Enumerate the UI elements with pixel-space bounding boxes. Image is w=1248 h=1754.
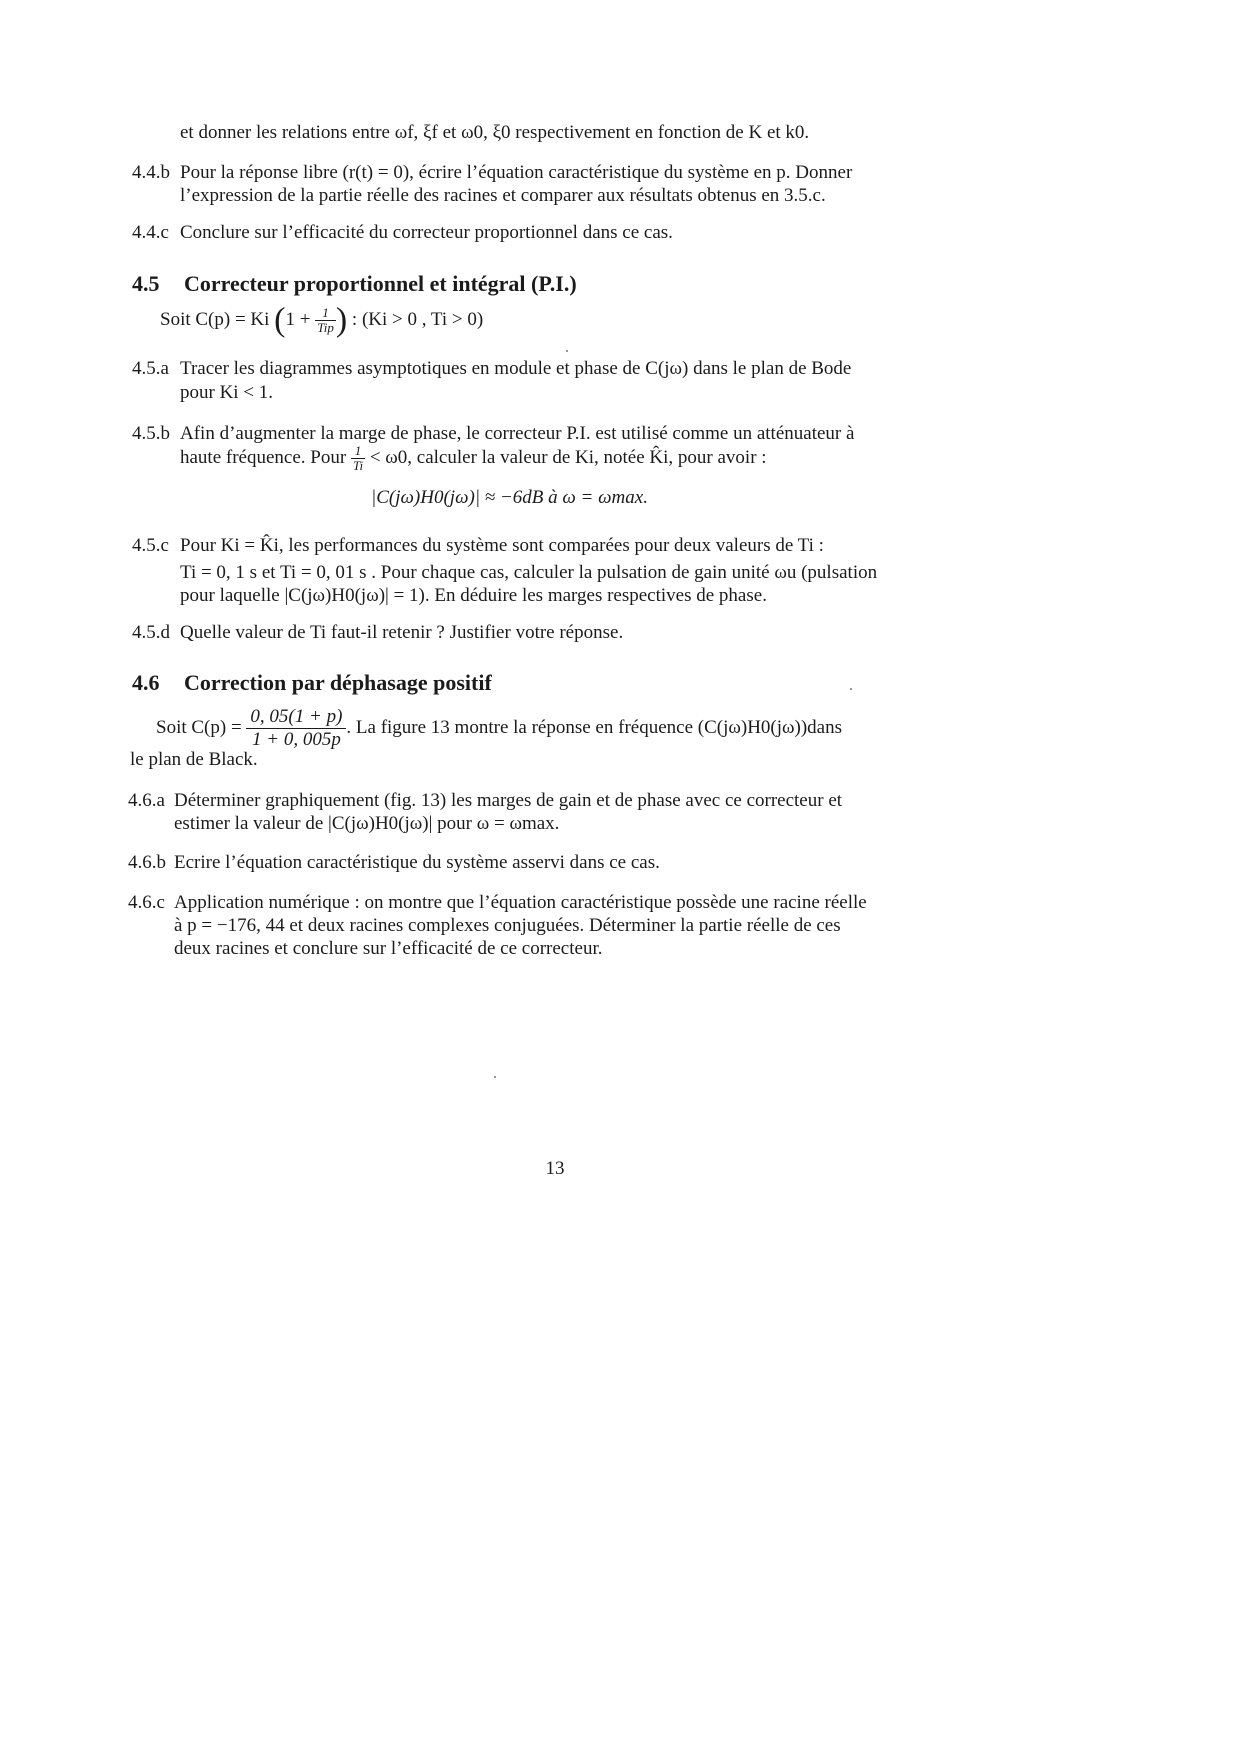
equation-text: : (Ki > 0 , Ti > 0) [351,308,484,330]
item-number-4-5-a: 4.5.a [132,358,169,379]
equation-gain-condition: |C(jω)H0(jω)| ≈ −6dB à ω = ωmax. [371,487,648,508]
text-line: Ti = 0, 1 s et Ti = 0, 01 s . Pour chaque cas, calculer la pulsation de gain unité ωu (pulsation [180,562,878,583]
equation-text: Soit C(p) = [156,716,242,738]
section-number: 4.5 [132,271,160,296]
text-line: Déterminer graphiquement (fig. 13) les marges de gain et de phase avec ce correcteur et [174,790,843,811]
page-number: 13 [545,1158,565,1179]
item-number-4-4-c: 4.4.c [132,222,169,243]
text-span: haute fréquence. Pour [180,446,347,468]
equation-text: 1 + [285,308,311,330]
fraction-numerator: 0, 05(1 + p) [246,706,346,729]
equation-pi-controller: Soit C(p) = Ki (1 + $\frac{1}{\text{Tip}}$ ) : (Ki > 0 , Ti > 0) [160,301,484,339]
fraction-denominator: 1 + 0, 005p [252,729,341,750]
text-line: Afin d’augmenter la marge de phase, le correcteur P.I. est utilisé comme un atténuateur à [180,423,855,444]
item-number-4-6-b: 4.6.b [128,852,166,873]
item-number-4-5-c: 4.5.c [132,535,169,556]
text-line: Tracer les diagrammes asymptotiques en module et phase de C(jω) dans le plan de Bode [180,358,852,379]
section-heading-4-5 [132,271,577,297]
text-line: estimer la valeur de |C(jω)H0(jω)| pour ω = ωmax. [174,813,560,834]
text-line: et donner les relations entre ωf, ξf et ω0, ξ0 respectivement en fonction de K et k0. [180,122,810,143]
text-line: pour laquelle |C(jω)H0(jω)| = 1). En déduire les marges respectives de phase. [180,585,767,606]
item-number-4-5-b: 4.5.b [132,423,170,444]
section-title: Correcteur proportionnel et intégral (P.I.) [184,271,577,296]
fraction [246,706,346,751]
text-line: deux racines et conclure sur l’efficacité de ce correcteur. [174,938,603,959]
scan-speck [566,350,568,352]
text-line: Quelle valeur de Ti faut-il retenir ? Justifier votre réponse. [180,622,624,643]
fraction-denominator: Ti [352,458,364,473]
fraction-numerator: 1 [351,444,365,459]
text-line: Pour la réponse libre (r(t) = 0), écrire l’équation caractéristique du système en p. Donner [180,162,853,183]
text-line: Ecrire l’équation caractéristique du système asservi dans ce cas. [174,852,660,873]
text-line: Application numérique : on montre que l’équation caractéristique possède une racine réelle [174,892,867,913]
item-number-4-4-b: 4.4.b [132,162,170,183]
text-line: l’expression de la partie réelle des racines et comparer aux résultats obtenus en 3.5.c. [180,185,826,206]
text-line: à p = −176, 44 et deux racines complexes conjuguées. Déterminer la partie réelle de ces [174,915,841,936]
fraction [351,444,365,473]
item-number-4-5-d: 4.5.d [132,622,170,643]
fraction [315,306,336,335]
fraction-numerator: 1 [315,306,336,321]
scan-speck [850,688,852,690]
text-span: < ω0, calculer la valeur de Ki, notée K̂i, pour avoir : [369,446,767,468]
section-heading-4-6 [132,670,492,696]
text-line: le plan de Black. [130,749,258,770]
text-line: Conclure sur l’efficacité du correcteur proportionnel dans ce cas. [180,222,673,243]
text-line [180,444,767,473]
section-number: 4.6 [132,670,160,695]
equation-lead-controller [156,706,842,751]
equation-text: . La figure 13 montre la réponse en fréquence (C(jω)H0(jω))dans [346,716,843,738]
text-line: Pour Ki = K̂i, les performances du système sont comparées pour deux valeurs de Ti : [180,535,824,556]
item-number-4-6-a: 4.6.a [128,790,165,811]
fraction-denominator: Tip [317,320,334,335]
scan-speck [494,1076,496,1078]
section-title: Correction par déphasage positif [184,670,492,695]
item-number-4-6-c: 4.6.c [128,892,165,913]
equation-text: Soit C(p) = Ki [160,308,270,330]
text-line: pour Ki < 1. [180,382,274,403]
